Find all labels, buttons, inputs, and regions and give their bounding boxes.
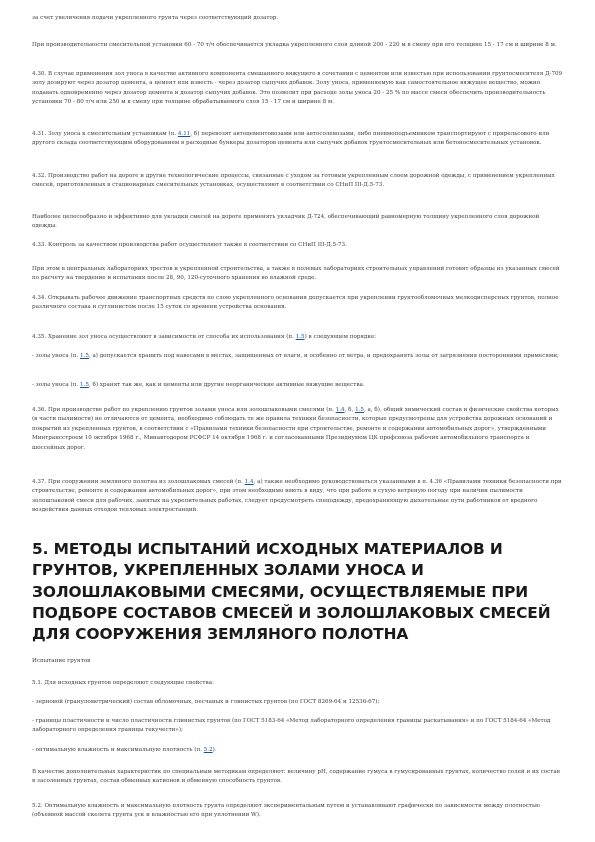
paragraph: 4.37. При сооружении земляного полотна из золошлаковых смесей (п. 1.4, а) также необходимо руководствоваться указанными в п. 4.36 «Правилами техники безопасности при строительстве, ремонте и содержании автомобильных дорог», при этом необходимо иметь в виду, что при работе в сухую ветреную погоду при наличии пылимости золошлаковой смеси для рабочих, занятых на укрепительных работах, следует предусмотреть спецодежду, предохраняющую дыхательные пути работников от вредного воздействия данных отходов тепловых электростанций. — [32, 479, 562, 514]
paragraph: 4.36. При производстве работ по укреплению грунтов золами уноса или золошлаковыми смесями (п. 1.4, б, 1.5, а, б), общий химический состав и физические свойства которых (в части пылимости) не отличаются от цемента, необходимо соблюдать те же правила техники безопасности, которые предусмотрены для устройства дорожных оснований и покрытий из укрепленных грунтов, в соответствии с «Правилами техники безопасности при строительстве, ремонте и содержании автомобильных дорог», утвержденными Минтрансстроем 10 октября 1968 г., Минавтодором РСФСР 14 октября 1968 г. и согласованными Президиумом ЦК профсоюза рабочих автомобильного транспорта и шоссейных дорог. — [32, 407, 559, 451]
clause-link[interactable]: 1.4 — [335, 407, 345, 413]
paragraph: Наиболее целесообразно и эффективно для укладки смесей на дороге применять укладчик Д-724, обеспечивающий равномерную толщину укрепленного слоя дорожной одежды. — [32, 214, 540, 230]
list-item: - золы уноса (п. 1.5, б) хранят так же, как и цементы или другие неорганические активные вяжущие вещества. — [32, 382, 365, 388]
clause-link[interactable]: 4.11 — [177, 131, 191, 137]
paragraph: 4.33. Контроль за качеством производства работ осуществляют также в соответствии со СНиП III-Д.5-73. — [32, 242, 347, 248]
clause-link[interactable]: 1.5 — [355, 407, 364, 413]
paragraph: за счет увеличения подачи укрепленного грунта через соответствующий дозатор. — [32, 15, 279, 21]
clause-link[interactable]: 1.5 — [79, 353, 89, 359]
list-item: - оптимальную влажность и максимальную плотность (п. 5.2). — [32, 747, 217, 753]
paragraph: 4.31. Золу уноса к смесительным установкам (п. 4.11, б) перевозят автоцементовозами или автосолевозами, либо пневмоподъемником транспортируют с прирельсового или другого склада соответствующим оборудованием в расходные бункеры дозаторов цемента или сыпучих добавок грунтосмесительных или бетоносмесительных установок. — [32, 131, 550, 147]
paragraph: 5.1. Для исходных грунтов определяют следующие свойства: — [32, 680, 214, 686]
paragraph: 4.34. Открывать рабочее движение транспортных средств по слою укрепленного основания допускается при укреплении грунтообломочных мелкодисперсных грунтов, полное различного состава и суглинистом после 15 суток со времени устройства основания. — [32, 295, 559, 311]
list-item: - зерновой (гранулометрический) состав обломочных, песчаных и глинистых грунтов (по ГОСТ 8269-64 и 12536-67); — [32, 699, 380, 705]
paragraph: 4.30. В случае применения зол уноса в качестве активного компонента смешанного вяжущего в сочетании с цементом или известью при использовании грунтосмесителя Д-709 золу дозируют через дозатор цемента, а цемент или известь - через дозатор сыпучих добавок. Золу уноса, применяемую как самостоятельное вяжущее вещество, можно подавать одновременно через дозатор цемента и дозатор сыпучих добавок. Это позволит при расходе золы уноса 20 - 25 % по массе смеси обеспечить производительность установки 70 - 80 т/ч или 250 м в смену при толщине обрабатываемого слоя 15 - 17 см и ширине 8 м. — [32, 71, 563, 106]
list-item: - границы пластичности и число пластичности глинистых грунтов (по ГОСТ 5183-64 «Метод лабораторного определения границы раскатывания» и по ГОСТ 5184-64 «Метод лабораторного определения границы текучести»); — [32, 718, 551, 734]
paragraph: В качестве дополнительных характеристик по специальным методикам определяют: величину pH, содержание гумуса в гумусированных грунтах, количество солей и их состав в засоленных грунтах, состав обменных катионов и обменную способность грунтов. — [32, 769, 560, 785]
paragraph: 4.32. Производство работ на дороге и другие технологические процессы, связанные с уходом за готовым укрепленным слоем дорожной одежды, с применением укрепленных смесей, приготовленных в стационарных смесительных установках, осуществляют в соответствии со СНиП III-Д.5-73. — [32, 173, 555, 189]
paragraph: 5.2. Оптимальную влажность и максимальную плотность грунта определяют экспериментальным путем и устанавливают графически по зависимости между плотностью (объемной массой скелета грунта γск и влажностью его при уплотнении W). — [32, 803, 540, 819]
paragraph: При этом в центральных лабораториях трестов и укрепленной строительства, а также в полевых лабораториях строительных управлений готовят образцы из указанных смесей по расчету на твердение и испытания после 28, 90, 120-суточного хранения во влажной среде. — [32, 266, 560, 282]
paragraph: При производительности смесительной установки 60 - 70 т/ч обеспечивается укладка укрепленного слоя длиной 200 - 220 м в смену при его толщине 15 - 17 см и ширине 8 м. — [32, 42, 557, 48]
paragraph: 4.35. Хранение зол уноса осуществляют в зависимости от способа их использования (п. 1.5) в следующем порядке: — [32, 334, 377, 340]
list-item: - золы уноса (п. 1.5, а) допускается хранить под навесами в местах, защищенных от влаги, и особенно от ветра, и предохранять золы от загрязнения посторонними примесями; — [32, 353, 559, 359]
section-heading: 5. МЕТОДЫ ИСПЫТАНИЙ ИСХОДНЫХ МАТЕРИАЛОВ И ГРУНТОВ, УКРЕПЛЕННЫХ ЗОЛАМИ УНОСА И ЗОЛОШЛАКОВЫМИ СМЕСЯМИ, ОСУЩЕСТВЛЯЕМЫЕ ПРИ ПОДБОРЕ СОСТАВОВ СМЕСЕЙ И ЗОЛОШЛАКОВЫХ СМЕСЕЙ ДЛЯ СООРУЖЕНИЯ ЗЕМЛЯНОГО ПОЛОТНА — [32, 540, 551, 644]
clause-link[interactable]: 5.2 — [203, 747, 213, 753]
clause-link[interactable]: 1.4 — [244, 479, 254, 485]
subheading: Испытание грунтов — [32, 658, 91, 664]
clause-link[interactable]: 1.5 — [295, 334, 305, 340]
clause-link[interactable]: 1.5 — [79, 382, 89, 388]
